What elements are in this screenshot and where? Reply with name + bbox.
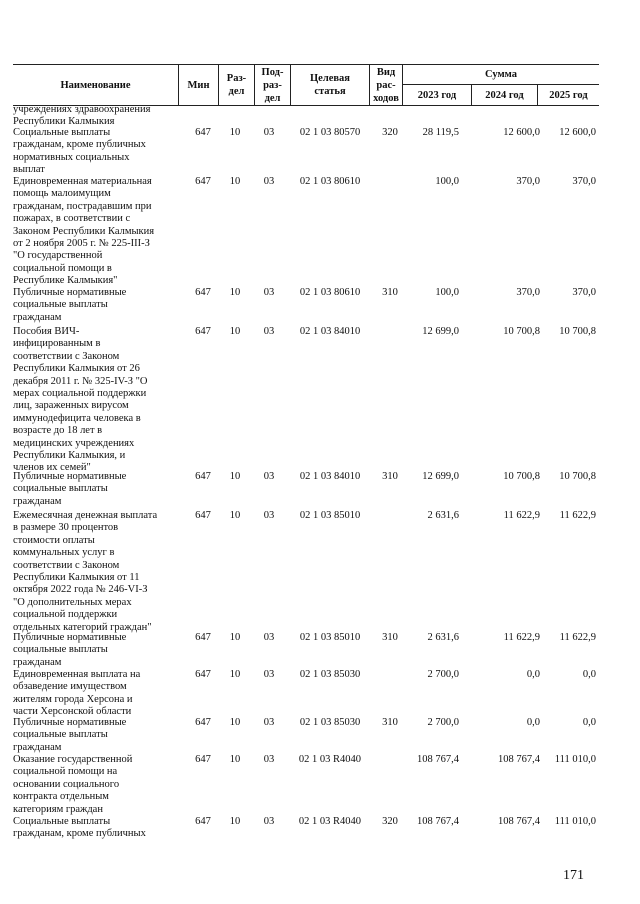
cell-vr: 310 bbox=[382, 632, 398, 643]
cell-pr: 03 bbox=[263, 717, 275, 728]
cell-s1: 108 767,4 bbox=[417, 754, 459, 765]
cell-pr: 03 bbox=[263, 287, 275, 298]
cell-cs: 02 1 03 85010 bbox=[299, 510, 361, 521]
cell-cs: 02 1 03 80570 bbox=[299, 127, 361, 138]
cell-s1: 2 631,6 bbox=[427, 632, 459, 643]
cell-cs: 02 1 03 85030 bbox=[299, 669, 361, 680]
cell-rz: 10 bbox=[229, 326, 241, 337]
cell-s2: 370,0 bbox=[516, 287, 540, 298]
cell-min: 647 bbox=[195, 326, 211, 337]
cell-pr: 03 bbox=[263, 754, 275, 765]
cell-s2: 11 622,9 bbox=[503, 632, 540, 643]
cell-s3: 0,0 bbox=[582, 669, 596, 680]
cell-cs: 02 1 03 85010 bbox=[299, 632, 361, 643]
cell-s3: 0,0 bbox=[582, 717, 596, 728]
cell-s1: 28 119,5 bbox=[422, 127, 459, 138]
table-header bbox=[13, 64, 599, 106]
cell-s2: 12 600,0 bbox=[503, 127, 540, 138]
cell-s1: 12 699,0 bbox=[422, 326, 459, 337]
cell-s3: 370,0 bbox=[572, 176, 596, 187]
cell-pr: 03 bbox=[263, 471, 275, 482]
cell-s2: 108 767,4 bbox=[498, 754, 540, 765]
header-expense-type: Вид рас- ходов bbox=[369, 65, 402, 105]
row-name: Публичные нормативные социальные выплаты гражданам bbox=[13, 632, 127, 668]
cell-s1: 12 699,0 bbox=[422, 471, 459, 482]
cell-s2: 10 700,8 bbox=[503, 471, 540, 482]
cell-min: 647 bbox=[195, 510, 211, 521]
header-ministry: Мин bbox=[178, 65, 218, 105]
cell-cs: 02 1 03 80610 bbox=[299, 176, 361, 187]
cell-min: 647 bbox=[195, 287, 211, 298]
cell-s1: 100,0 bbox=[435, 176, 459, 187]
cell-pr: 03 bbox=[263, 816, 275, 827]
header-name: Наименование bbox=[60, 79, 131, 91]
cell-pr: 03 bbox=[263, 326, 275, 337]
cell-rz: 10 bbox=[229, 176, 241, 187]
row-name: Публичные нормативные социальные выплаты гражданам bbox=[13, 287, 127, 323]
cell-s1: 2 700,0 bbox=[427, 669, 459, 680]
header-2025: 2025 год bbox=[537, 84, 599, 105]
cell-min: 647 bbox=[195, 471, 211, 482]
header-subsection: Под- раз- дел bbox=[254, 65, 290, 105]
row-name: Единовременная выплата на обзаведение имуществом жителям города Херсона и части Херсонской области bbox=[13, 669, 141, 718]
cell-cs: 02 1 03 R4040 bbox=[298, 754, 362, 765]
header-target-article: Целевая статья bbox=[290, 65, 369, 105]
cell-s2: 0,0 bbox=[526, 717, 540, 728]
cell-rz: 10 bbox=[229, 127, 241, 138]
cell-s3: 10 700,8 bbox=[559, 326, 596, 337]
cell-min: 647 bbox=[195, 127, 211, 138]
row-name: учреждениях здравоохранения Республики Калмыкия bbox=[13, 104, 151, 128]
cell-vr: 310 bbox=[382, 471, 398, 482]
cell-rz: 10 bbox=[229, 717, 241, 728]
cell-s3: 11 622,9 bbox=[559, 510, 596, 521]
cell-min: 647 bbox=[195, 754, 211, 765]
cell-rz: 10 bbox=[229, 287, 241, 298]
cell-s2: 10 700,8 bbox=[503, 326, 540, 337]
header-2024: 2024 год bbox=[471, 84, 537, 105]
cell-pr: 03 bbox=[263, 669, 275, 680]
cell-rz: 10 bbox=[229, 510, 241, 521]
cell-vr: 310 bbox=[382, 717, 398, 728]
cell-s1: 100,0 bbox=[435, 287, 459, 298]
cell-rz: 10 bbox=[229, 471, 241, 482]
cell-s3: 10 700,8 bbox=[559, 471, 596, 482]
header-section: Раз- дел bbox=[218, 65, 254, 105]
cell-cs: 02 1 03 85030 bbox=[299, 717, 361, 728]
cell-pr: 03 bbox=[263, 127, 275, 138]
cell-cs: 02 1 03 80610 bbox=[299, 287, 361, 298]
cell-s3: 370,0 bbox=[572, 287, 596, 298]
row-name: Социальные выплаты гражданам, кроме публичных нормативных социальных выплат bbox=[13, 127, 146, 176]
cell-pr: 03 bbox=[263, 176, 275, 187]
header-sum: Сумма bbox=[402, 65, 599, 84]
cell-min: 647 bbox=[195, 669, 211, 680]
cell-s3: 111 010,0 bbox=[554, 754, 596, 765]
cell-s2: 370,0 bbox=[516, 176, 540, 187]
row-name: Публичные нормативные социальные выплаты гражданам bbox=[13, 471, 127, 507]
cell-rz: 10 bbox=[229, 632, 241, 643]
row-name: Единовременная материальная помощь малоимущим гражданам, пострадавшим при пожарах, в соответствии с Законом Республики Калмыкия от 2 ноября 2005 г. № 225-III-З "О государственной социальной помощи в Республике Калмыкия" bbox=[13, 176, 155, 287]
row-name: Публичные нормативные социальные выплаты гражданам bbox=[13, 717, 127, 753]
cell-s2: 108 767,4 bbox=[498, 816, 540, 827]
row-name: Оказание государственной социальной помощи на основании социального контракта отдельным категориям граждан bbox=[13, 754, 133, 815]
cell-s3: 12 600,0 bbox=[559, 127, 596, 138]
row-name: Социальные выплаты гражданам, кроме публичных bbox=[13, 816, 146, 840]
cell-s1: 2 700,0 bbox=[427, 717, 459, 728]
cell-pr: 03 bbox=[263, 632, 275, 643]
cell-s1: 2 631,6 bbox=[427, 510, 459, 521]
cell-s3: 11 622,9 bbox=[559, 632, 596, 643]
page-number: 171 bbox=[563, 868, 584, 883]
cell-s2: 0,0 bbox=[526, 669, 540, 680]
cell-pr: 03 bbox=[263, 510, 275, 521]
cell-s1: 108 767,4 bbox=[417, 816, 459, 827]
cell-rz: 10 bbox=[229, 669, 241, 680]
cell-cs: 02 1 03 R4040 bbox=[298, 816, 362, 827]
cell-vr: 320 bbox=[382, 816, 398, 827]
cell-rz: 10 bbox=[229, 816, 241, 827]
cell-cs: 02 1 03 84010 bbox=[299, 471, 361, 482]
header-2023: 2023 год bbox=[402, 84, 471, 105]
cell-vr: 310 bbox=[382, 287, 398, 298]
cell-rz: 10 bbox=[229, 754, 241, 765]
cell-cs: 02 1 03 84010 bbox=[299, 326, 361, 337]
cell-vr: 320 bbox=[382, 127, 398, 138]
cell-min: 647 bbox=[195, 632, 211, 643]
row-name: Пособия ВИЧ- инфицированным в соответствии с Законом Республики Калмыкия от 26 декабря 2011 г. № 325-IV-З "О мерах социальной поддержки лиц, зараженных вирусом иммунодефицита человека в возрасте до 18 лет в медицинских учреждениях Республики Калмыкия, и членов их семей" bbox=[13, 326, 148, 474]
row-name: Ежемесячная денежная выплата в размере 30 процентов стоимости оплаты коммунальных услуг в соответствии с Законом Республики Калмыкия от 11 октября 2022 года № 246-VI-З "О дополнительных мерах социальной поддержки отдельных категорий граждан" bbox=[13, 510, 158, 633]
cell-s3: 111 010,0 bbox=[554, 816, 596, 827]
cell-min: 647 bbox=[195, 816, 211, 827]
cell-s2: 11 622,9 bbox=[503, 510, 540, 521]
cell-min: 647 bbox=[195, 176, 211, 187]
cell-min: 647 bbox=[195, 717, 211, 728]
